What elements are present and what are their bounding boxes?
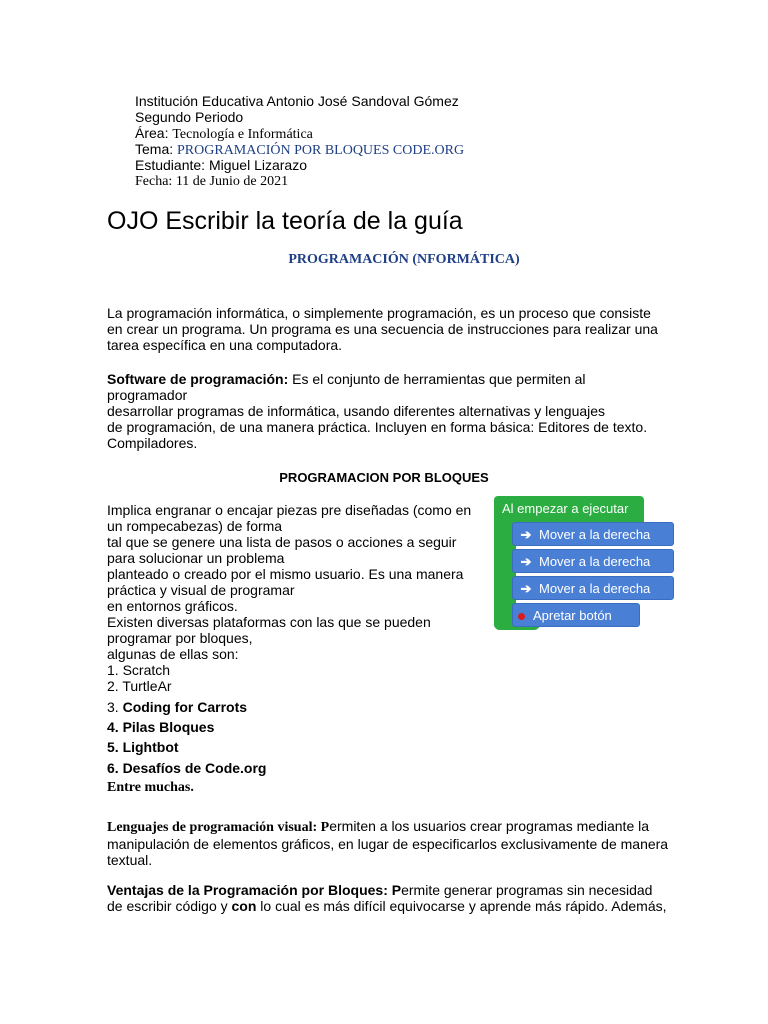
- others-text: Entre muchas.: [107, 780, 194, 795]
- blocks-line: para solucionar un problema: [107, 550, 285, 566]
- advantages-text: lo cual es más difícil equivocarse y aprende más rápido. Además,: [256, 898, 667, 914]
- move-block-label: Mover a la derecha: [539, 527, 651, 542]
- blocks-line: programar por bloques,: [107, 630, 253, 646]
- software-rest: Es el conjunto de herramientas que permiten al: [288, 371, 586, 387]
- main-title: OJO Escribir la teoría de la guía: [107, 207, 463, 235]
- advantages-line: [107, 882, 667, 898]
- visual-line: manipulación de elementos gráficos, en lugar de especificarlos exclusivamente de manera: [107, 836, 669, 852]
- institution-line: Institución Educativa Antonio José Sandoval Gómez: [135, 93, 459, 109]
- blocks-line: Implica engranar o encajar piezas pre diseñadas (como en: [107, 502, 472, 518]
- move-block-label: Mover a la derecha: [539, 581, 651, 596]
- blocks-line: Existen diversas plataformas con las que se pueden: [107, 614, 431, 630]
- software-line: de programación, de una manera práctica. Incluyen en forma básica: Editores de texto.: [107, 419, 648, 435]
- software-line: Compiladores.: [107, 435, 198, 451]
- press-button-block: [512, 603, 640, 627]
- advantages-rest: ermite generar programas sin necesidad: [401, 882, 653, 898]
- advantages-line: [107, 898, 667, 914]
- intro-line: en crear un programa. Un programa es una secuencia de instrucciones para realizar una: [107, 321, 658, 337]
- software-line: programador: [107, 387, 188, 403]
- advantages-term: Ventajas de la Programación por Bloques: P: [107, 882, 402, 898]
- list-item-turtlear: 2. TurtleAr: [107, 678, 172, 694]
- software-term: Software de programación:: [107, 371, 289, 387]
- blocks-line: práctica y visual de programar: [107, 582, 295, 598]
- topic-value: PROGRAMACIÓN POR BLOQUES CODE.ORG: [177, 143, 465, 158]
- visual-term: Lenguajes de programación visual: P: [107, 820, 330, 835]
- list-item-scratch: 1. Scratch: [107, 662, 171, 678]
- right-arrow-icon: ➔: [520, 527, 532, 542]
- right-arrow-icon: ➔: [520, 581, 532, 596]
- date-line: Fecha: 11 de Junio de 2021: [135, 174, 289, 189]
- event-block-start: Al empezar a ejecutar: [494, 496, 644, 522]
- move-block: [512, 549, 674, 573]
- move-block: [512, 522, 674, 546]
- student-line: Estudiante: Miguel Lizarazo: [135, 157, 307, 173]
- software-line: desarrollar programas de informática, usando diferentes alternativas y lenguajes: [107, 403, 606, 419]
- advantages-text: de escribir código y: [107, 898, 232, 914]
- code-blocks-image: [484, 490, 686, 640]
- blocks-line: en entornos gráficos.: [107, 598, 238, 614]
- move-block-label: Mover a la derecha: [539, 554, 651, 569]
- list-item-number: 3.: [107, 699, 119, 715]
- blocks-line: un rompecabezas) de forma: [107, 518, 283, 534]
- red-dot-icon: [518, 613, 525, 620]
- intro-line: La programación informática, o simplemente programación, es un proceso que consiste: [107, 305, 651, 321]
- intro-paragraph: [107, 305, 658, 353]
- blocks-line: planteado o creado por el mismo usuario. Es una manera: [107, 566, 464, 582]
- software-line: [107, 371, 647, 387]
- intro-line: tarea específica en una computadora.: [107, 337, 343, 353]
- list-item-coding-for-carrots: [107, 699, 247, 715]
- list-item-pilas-bloques: 4. Pilas Bloques: [107, 719, 215, 735]
- move-block: [512, 576, 674, 600]
- visual-rest: ermiten a los usuarios crear programas mediante la: [329, 818, 650, 834]
- area-label: Área:: [135, 125, 169, 141]
- list-item-text: Coding for Carrots: [122, 699, 248, 715]
- visual-line: textual.: [107, 852, 153, 868]
- advantages-paragraph: [107, 882, 667, 914]
- period-line: Segundo Periodo: [135, 109, 244, 125]
- visual-line: [107, 818, 668, 836]
- area-value: Tecnología e Informática: [172, 127, 313, 142]
- list-item-lightbot: 5. Lightbot: [107, 739, 179, 755]
- blocks-line: algunas de ellas son:: [107, 646, 239, 662]
- topic-label: Tema:: [135, 141, 174, 157]
- blocks-title: PROGRAMACION POR BLOQUES: [279, 470, 489, 485]
- list-item-desafios-code-org: 6. Desafíos de Code.org: [107, 760, 267, 776]
- section-title: PROGRAMACIÓN (NFORMÁTICA): [288, 252, 520, 267]
- blocks-line: tal que se genere una lista de pasos o acciones a seguir: [107, 534, 457, 550]
- press-button-label: Apretar botón: [533, 608, 612, 623]
- software-paragraph: [107, 371, 647, 451]
- advantages-bold-word: con: [231, 898, 257, 914]
- blocks-paragraph: [107, 502, 471, 694]
- right-arrow-icon: ➔: [520, 554, 532, 569]
- visual-paragraph: [107, 818, 668, 868]
